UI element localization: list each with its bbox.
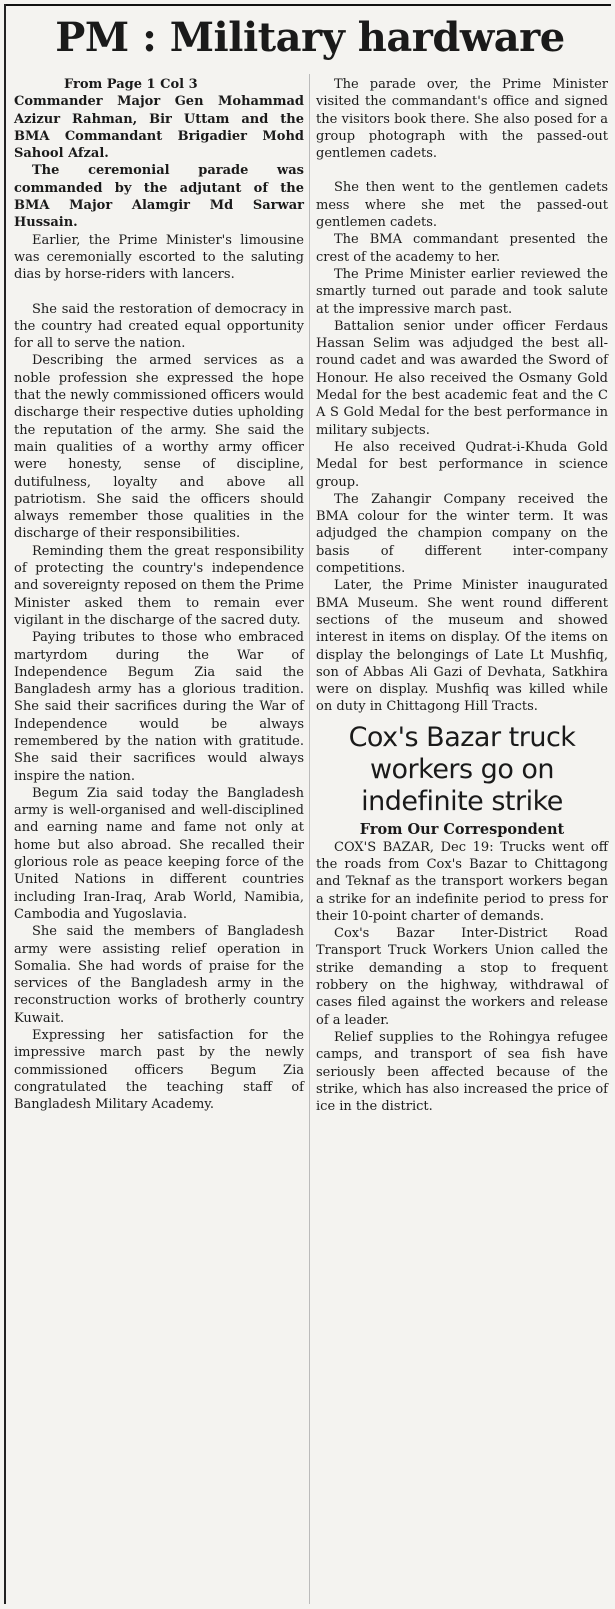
article-paragraph: She said the restoration of democracy in the country had created equal opportunity for all to serve the nation. [14, 301, 304, 352]
headline-line: workers go on [369, 753, 555, 785]
headline-line: indefinite strike [361, 785, 563, 817]
article-paragraph: Paying tributes to those who embraced martyrdom during the War of Independence Begum Zia said the Bangladesh army has a glorious tradition. She said their sacrifices during the War of Independence would be always remembered by the nation with gratitude. She said their sacrifices would always inspire the nation. [14, 630, 304, 784]
top-rule [4, 4, 611, 6]
article-paragraph: Cox's Bazar Inter-District Road Transport Truck Workers Union called the strike demanding a stop to frequent robbery on the highway, withdrawal of cases filed against the workers and release of a leader. [316, 926, 608, 1028]
headline-line: Cox's Bazar truck [348, 721, 576, 753]
byline: From Our Correspondent [359, 820, 565, 838]
headline: PM : Military hardware [55, 14, 565, 61]
article-paragraph: Commander Major Gen Mohammad Azizur Rahman, Bir Uttam and the BMA Commandant Brigadier Mohd Sahool Afzal. [14, 94, 304, 162]
right-column [316, 76, 608, 1115]
article-paragraph: The parade over, the Prime Minister visited the commandant's office and signed the visitors book there. She also posed for a group photograph with the passed-out gentlemen cadets. [316, 77, 608, 162]
article-paragraph: Later, the Prime Minister inaugurated BMA Museum. She went round different sections of the museum and showed interest in items on display. Of the items on display the belongings of Late Lt Mushfiq, son of Abbas Ali Gazi of Devhata, Satkhira were on display. Mushfiq was killed while on duty in Chittagong Hill Tracts. [316, 578, 608, 715]
article-paragraph: The BMA commandant presented the crest of the academy to her. [316, 232, 608, 265]
continuation-ref: From Page 1 Col 3 [64, 77, 198, 92]
article-paragraph: The ceremonial parade was commanded by the adjutant of the BMA Major Alamgir Md Sarwar Hussain. [14, 163, 304, 231]
article-paragraph: The Zahangir Company received the BMA colour for the winter term. It was adjudged the champion company on the basis of different inter-company competitions. [316, 491, 608, 577]
left-rule [4, 4, 6, 1604]
left-column [14, 76, 304, 1114]
article-paragraph: Describing the armed services as a noble profession she expressed the hope that the newly commissioned officers would discharge their respective duties upholding the reputation of the army. She said the main qualities of a worthy army officer were honesty, sense of discipline, dutifulness, loyalty and above all patriotism. She said the officers should always remember those qualities in the discharge of their responsibilities. [14, 353, 304, 542]
article-paragraph: COX'S BAZAR, Dec 19: Trucks went off the roads from Cox's Bazar to Chittagong and Teknaf as the transport workers began a strike for an indefinite period to press for their 10-point charter of demands. [316, 839, 608, 924]
article-paragraph: Battalion senior under officer Ferdaus Hassan Selim was adjudged the best all-round cadet and was awarded the Sword of Honour. He also received the Osmany Gold Medal for the best academic feat and the C A S Gold Medal for the best performance in military subjects. [316, 318, 608, 438]
column-divider [309, 74, 310, 1604]
article-paragraph: Reminding them the great responsibility of protecting the country's independence and sovereignty reposed on them the Prime Minister asked them to remain ever vigilant in the discharge of the sacred duty. [14, 543, 304, 628]
article-paragraph: Earlier, the Prime Minister's limousine was ceremonially escorted to the saluting dias by horse-riders with lancers. [14, 232, 304, 283]
article-paragraph: Begum Zia said today the Bangladesh army is well-organised and well-disciplined and earning name and fame not only at home but also abroad. She recalled their glorious role as peace keeping force of the United Nations in different countries including Iran-Iraq, Arab World, Namibia, Cambodia and Yugoslavia. [14, 785, 304, 922]
article-paragraph: She said the members of Bangladesh army were assisting relief operation in Somalia. She had words of praise for the services of the Bangladesh army in the reconstruction works of brotherly country Kuwait. [14, 924, 304, 1026]
article-paragraph: Relief supplies to the Rohingya refugee camps, and transport of sea fish have seriously been affected because of the strike, which has also increased the price of ice in the district. [316, 1029, 608, 1115]
article-paragraph: He also received Qudrat-i-Khuda Gold Medal for best performance in science group. [316, 439, 608, 490]
second-story-headline [316, 722, 608, 818]
article-paragraph: Expressing her satisfaction for the impressive march past by the newly commissioned officers Begum Zia congratulated the teaching staff of Bangladesh Military Academy. [14, 1028, 304, 1113]
article-paragraph: The Prime Minister earlier reviewed the smartly turned out parade and took salute at the impressive march past. [316, 266, 608, 317]
article-paragraph: She then went to the gentlemen cadets mess where she met the passed-out gentlemen cadets. [316, 180, 608, 231]
